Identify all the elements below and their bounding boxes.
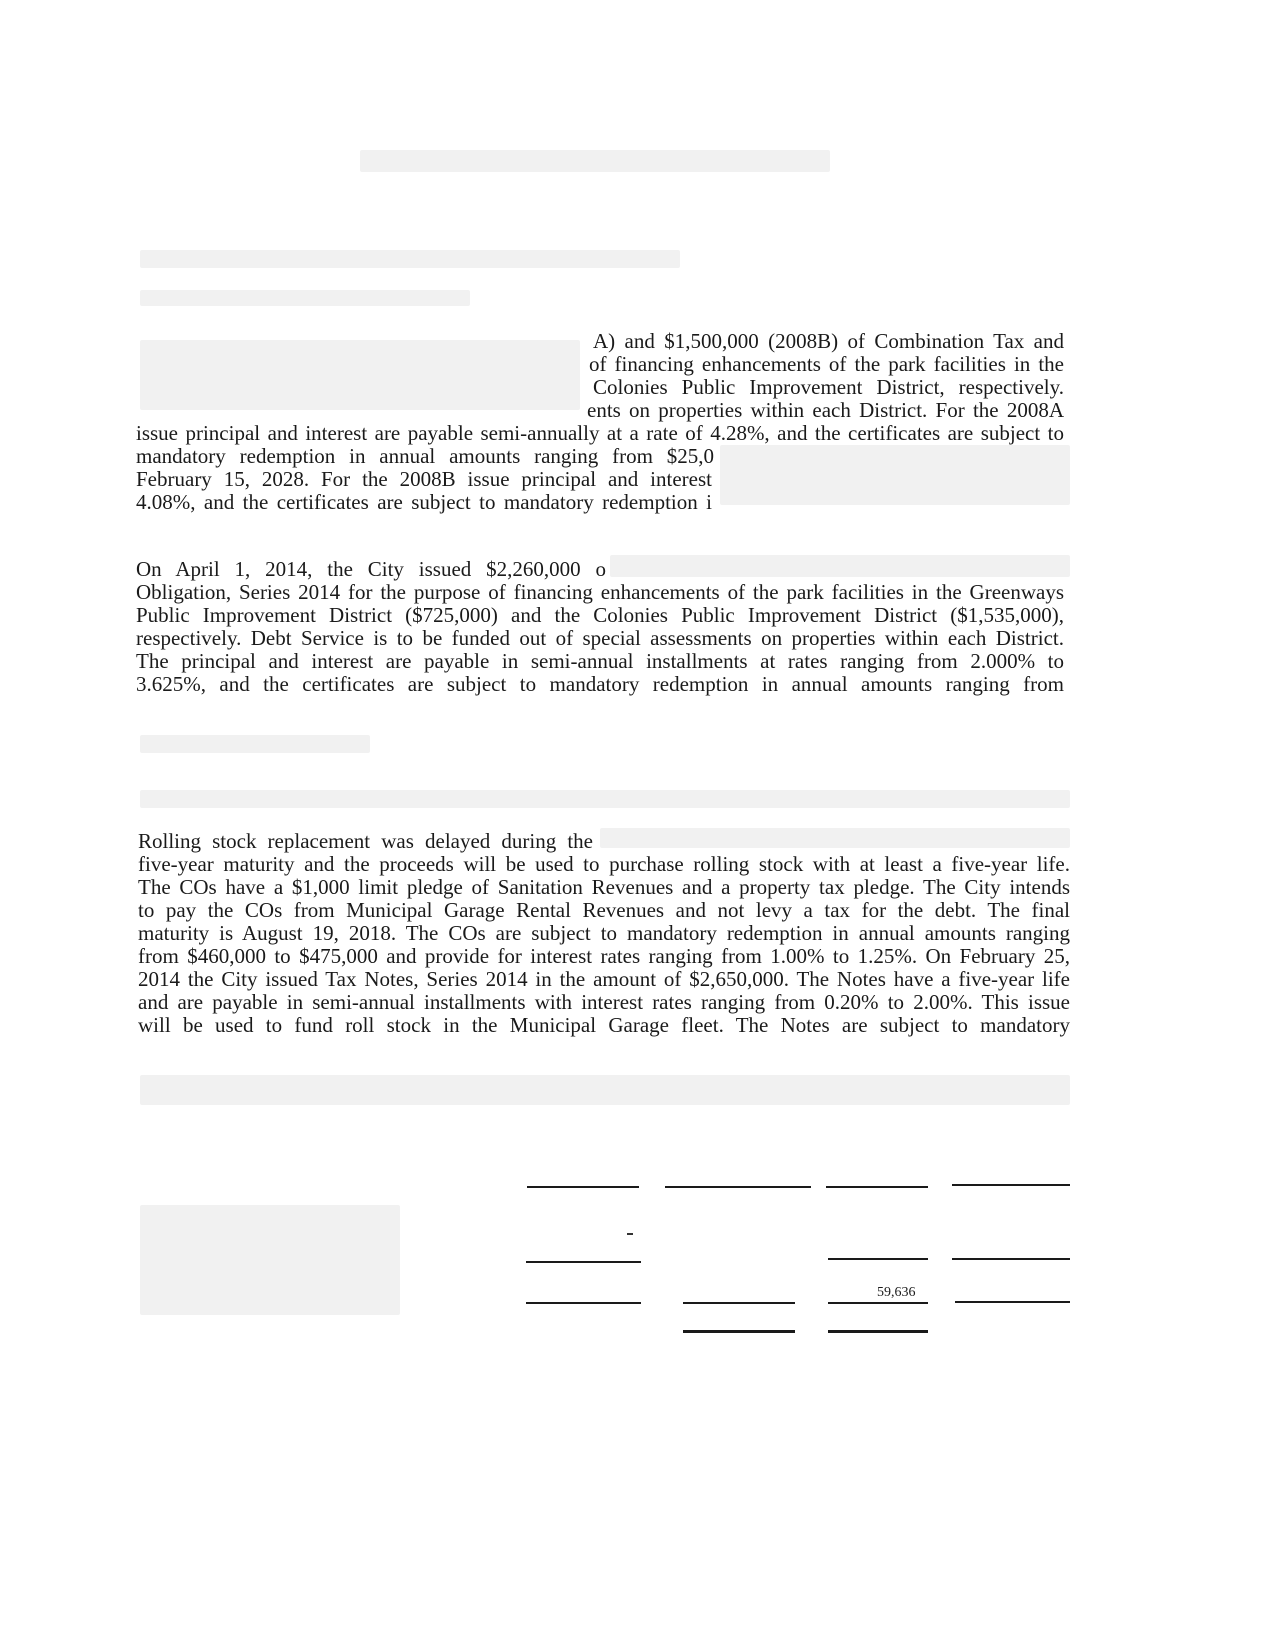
p3-line: The COs have a $1,000 limit pledge of Sanitation Revenues and a property tax pledge. The City intends	[138, 875, 1070, 899]
p3-line: to pay the COs from Municipal Garage Rental Revenues and not levy a tax for the debt. The final	[138, 898, 1070, 922]
p3-line: five-year maturity and the proceeds will be used to purchase rolling stock with at least a five-year life.	[138, 852, 1070, 876]
redacted-area	[140, 1075, 1070, 1105]
table-rule	[665, 1186, 811, 1188]
p1-line: ents on properties within each District. For the 2008A	[587, 398, 1064, 422]
p3-line: and are payable in semi-annual installments with interest rates ranging from 0.20% to 2.00%. This issue	[138, 990, 1070, 1014]
dash-mark	[627, 1233, 633, 1235]
p1-line: mandatory redemption in annual amounts ranging from $25,0	[136, 444, 714, 468]
redacted-area	[610, 555, 1070, 577]
redacted-area	[140, 790, 1070, 808]
table-rule	[683, 1302, 795, 1304]
p1-line: Colonies Public Improvement District, respectively.	[593, 375, 1064, 399]
table-rule	[828, 1302, 928, 1304]
redacted-area	[360, 150, 830, 172]
redacted-area	[600, 828, 1070, 848]
p3-line: Rolling stock replacement was delayed during the	[138, 829, 593, 853]
redacted-area	[720, 445, 1070, 505]
table-rule	[526, 1302, 641, 1304]
table-rule	[526, 1261, 641, 1263]
table-rule	[527, 1186, 639, 1188]
p3-line: from $460,000 to $475,000 and provide for interest rates ranging from 1.00% to 1.25%. On February 25,	[138, 944, 1070, 968]
p2-line: Public Improvement District ($725,000) and the Colonies Public Improvement District ($1,535,000),	[136, 603, 1064, 627]
redacted-area	[140, 290, 470, 306]
p2-line: The principal and interest are payable in semi-annual installments at rates ranging from 2.000% to	[136, 649, 1064, 673]
p3-line: 2014 the City issued Tax Notes, Series 2014 in the amount of $2,650,000. The Notes have a five-year life	[138, 967, 1070, 991]
table-rule	[952, 1258, 1070, 1260]
p3-line: will be used to fund roll stock in the Municipal Garage fleet. The Notes are subject to mandatory	[138, 1013, 1070, 1037]
p2-line: 3.625%, and the certificates are subject to mandatory redemption in annual amounts ranging from	[136, 672, 1064, 696]
p3-line: maturity is August 19, 2018. The COs are subject to mandatory redemption in annual amounts ranging	[138, 921, 1070, 945]
p2-line: On April 1, 2014, the City issued $2,260,000 o	[136, 557, 606, 581]
redacted-area	[140, 735, 370, 753]
table-rule	[955, 1301, 1070, 1303]
redacted-area	[140, 1205, 400, 1315]
table-total-rule	[683, 1330, 795, 1333]
p1-line: A) and $1,500,000 (2008B) of Combination Tax and	[593, 329, 1064, 353]
redacted-area	[140, 250, 680, 268]
p1-line: 4.08%, and the certificates are subject to mandatory redemption i	[136, 490, 712, 514]
p2-line: respectively. Debt Service is to be funded out of special assessments on properties within each District.	[136, 626, 1064, 650]
table-rule	[826, 1186, 928, 1188]
table-rule	[828, 1258, 928, 1260]
table-total-rule	[828, 1330, 928, 1333]
p1-line: of financing enhancements of the park facilities in the	[589, 352, 1064, 376]
table-value: 59,636	[877, 1285, 916, 1300]
p1-line: February 15, 2028. For the 2008B issue principal and interest	[136, 467, 712, 491]
p1-line: issue principal and interest are payable semi-annually at a rate of 4.28%, and the certificates are subject to	[136, 421, 1064, 445]
p2-line: Obligation, Series 2014 for the purpose of financing enhancements of the park facilities in the Greenways	[136, 580, 1064, 604]
redacted-area	[140, 340, 580, 410]
table-rule	[952, 1184, 1070, 1186]
